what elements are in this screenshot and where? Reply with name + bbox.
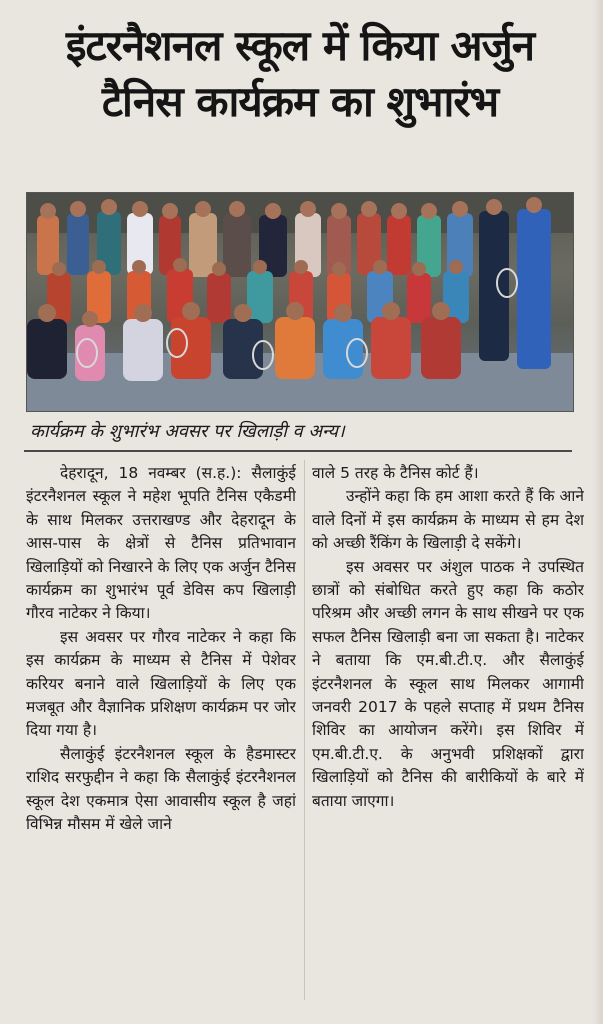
article-paragraph: उन्होंने कहा कि हम आशा करते हैं कि आने वाले दिनों में इस कार्यक्रम के माध्यम से हम देश को अच्छी रैंकिंग के खिलाड़ी दे सकेंगे। bbox=[312, 487, 584, 553]
headline-line-2: टैनिस कार्यक्रम का शुभारंभ bbox=[101, 77, 499, 126]
headline-line-1: इंटरनैशनल स्कूल में किया अर्जुन bbox=[65, 21, 535, 70]
headline bbox=[20, 18, 580, 130]
dateline: देहरादून, 18 नवम्बर (स.ह.): bbox=[60, 464, 242, 482]
paper-edge bbox=[593, 0, 603, 1024]
article-column-left bbox=[26, 462, 296, 1018]
article-paragraph: वाले 5 तरह के टैनिस कोर्ट हैं। bbox=[312, 464, 479, 482]
article-paragraph: इस अवसर पर अंशुल पाठक ने उपस्थित छात्रों को संबोधित करते हुए कहा कि कठोर परिश्रम और अच्छी लगन के साथ सीखने पर एक सफल टैनिस खिलाड़ी बना जा सकता है। नाटेकर ने बताया कि एम.बी.टी.ए. और सैलाकुंई इंटरनैशनल के स्कूल साथ मिलकर आगामी जनवरी 2017 के पहले सप्ताह में प्रथम टैनिस शिविर का आयोजन करेंगे। इस शिविर में एम.बी.टी.ए. के अनुभवी प्रशिक्षकों द्वारा खिलाड़ियों को टैनिस की बारीकियों के बारे में बताया जाएगा। bbox=[312, 557, 584, 810]
paragraph-text: सैलाकुंई इंटरनैशनल स्कूल ने महेश भूपति टैनिस एकैडमी के साथ मिलकर उत्तराखण्ड और देहरादून के आस-पास के क्षेत्रों से टैनिस प्रतिभावान खिलाड़ियों को निखारने के लिए एक अर्जुन टैनिस कार्यक्रम का शुभारंभ पूर्व डेविस कप खिलाड़ी गौरव नाटेकर ने किया। bbox=[26, 464, 296, 623]
article-paragraph: इस अवसर पर गौरव नाटेकर ने कहा कि इस कार्यक्रम के माध्यम से टैनिस में पेशेवर करियर बनाने वाले खिलाड़ियों के लिए एक मजबूत और वैज्ञानिक प्रशिक्षण कार्यक्रम पर जोर दिया गया है। bbox=[26, 627, 296, 740]
article-paragraph bbox=[26, 462, 296, 626]
caption-divider bbox=[24, 450, 572, 452]
article-column-right bbox=[312, 462, 584, 1002]
group-photo-illustration bbox=[27, 193, 573, 411]
photo-caption: कार्यक्रम के शुभारंभ अवसर पर खिलाड़ी व अन्य। bbox=[30, 421, 345, 442]
article-paragraph: सैलाकुंई इंटरनैशनल स्कूल के हैडमास्टर राशिद सरफुद्दीन ने कहा कि सैलाकुंई इंटरनैशनल स्कूल देश एकमात्र ऐसा आवासीय स्कूल है जहां विभिन्न मौसम में खेले जाने bbox=[26, 744, 296, 834]
group-photo bbox=[26, 192, 574, 412]
column-divider bbox=[304, 460, 305, 1000]
